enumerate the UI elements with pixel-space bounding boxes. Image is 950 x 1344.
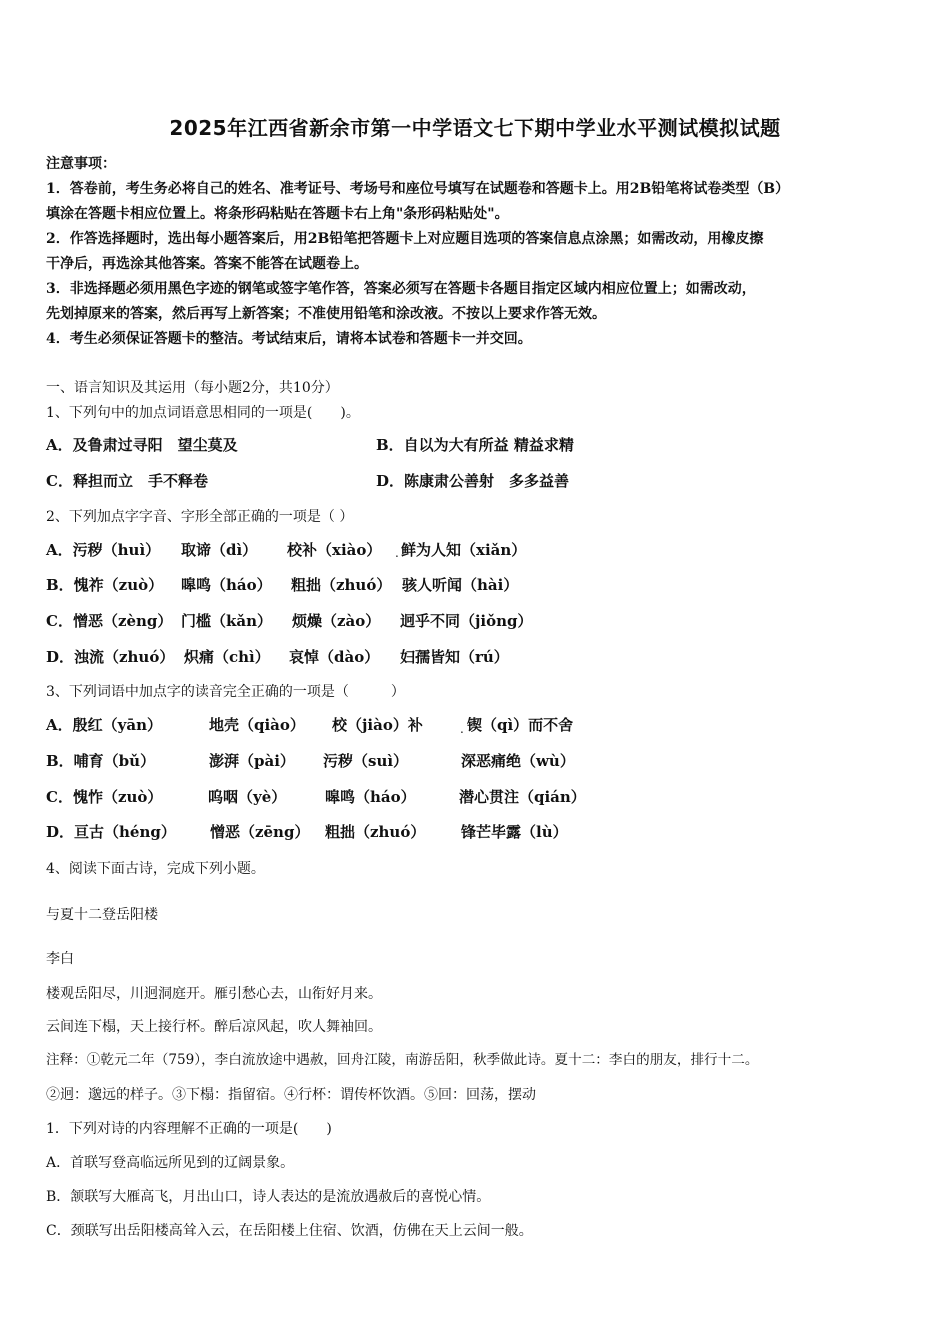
notice-line: 3．非选择题必须用黑色字迹的钢笔或签字笔作答，答案必须写在答题卡各题目指定区域内相应位置上；如需改动， (46, 281, 756, 297)
notice-line: 填涂在答题卡相应位置上。将条形码粘贴在答题卡右上角"条形码粘贴处"。 (46, 206, 509, 222)
notice-line: 1．答卷前，考生务必将自己的姓名、准考证号、考场号和座位号填写在试题卷和答题卡上。用2B铅笔将试卷类型（B） (46, 181, 790, 197)
poem-note: ②迥：邈远的样子。③下榻：指留宿。④行杯：谓传杯饮酒。⑤回：回荡，摆动 (46, 1087, 536, 1103)
q2-option-d-item: 妇孺皆知（rú） (400, 648, 509, 666)
notice-line: 4．考生必须保证答题卡的整洁。考试结束后，请将本试卷和答题卡一并交回。 (46, 331, 532, 347)
question-4-stem: 4、阅读下面古诗，完成下列小题。 (46, 861, 265, 877)
q3-option-a-item: A．殷红（yān） (46, 716, 162, 734)
q2-option-b-item: B．愧祚（zuò） (46, 576, 164, 594)
q2-option-a-item: A．污秽（huì） (46, 541, 161, 559)
q3-option-c-item: 嗥鸣（háo） (325, 788, 416, 806)
subquestion-1-option-b: B．颔联写大雁高飞，月出山口，诗人表达的是流放遇赦后的喜悦心情。 (46, 1189, 491, 1205)
question-2-stem: 2、下列加点字字音、字形全部正确的一项是（ ） (46, 509, 354, 525)
question-3-stem: 3、下列词语中加点字的读音完全正确的一项是（ ） (46, 684, 405, 700)
q2-option-d-item: D．浊流（zhuó） (46, 648, 175, 666)
q1-option-d: D．陈康肃公善射 多多益善 (376, 472, 570, 490)
q2-option-b-item: 嗥鸣（háo） (181, 576, 272, 594)
q2-option-c-item: C．憎恶（zèng） (46, 612, 173, 630)
q2-option-a-item: 鲜为人知（xiǎn） (401, 541, 527, 559)
section-heading: 一、语言知识及其运用（每小题2分，共10分） (46, 380, 339, 396)
q1-option-c: C．释担而立 手不释卷 (46, 472, 208, 490)
q1-option-b: B．自以为大有所益 精益求精 (376, 436, 574, 454)
q3-option-a-item: 地壳（qiào） (209, 716, 305, 734)
q3-option-d-item: 锋芒毕露（lù） (461, 823, 568, 841)
q3-option-d-item: D．亘古（héng） (46, 823, 176, 841)
q2-option-d-item: 哀悼（dào） (289, 648, 380, 666)
q3-option-c-item: C．愧怍（zuò） (46, 788, 163, 806)
q3-option-a-item: 锲（qì）而不舍 (467, 716, 574, 734)
q2-option-b-item: 骇人听闻（hài） (402, 576, 519, 594)
emphasis-dot: . (395, 546, 399, 560)
notice-heading: 注意事项： (46, 156, 116, 172)
notice-line: 2．作答选择题时，选出每小题答案后，用2B铅笔把答题卡上对应题目选项的答案信息点涂黑；如需改动，用橡皮擦 (46, 231, 764, 247)
question-1-stem: 1、下列句中的加点词语意思相同的一项是( )。 (46, 405, 360, 421)
poem-title: 与夏十二登岳阳楼 (46, 907, 158, 923)
q2-option-c-item: 烦燥（zào） (292, 612, 381, 630)
q2-option-a-item: 校补（xiào） (287, 541, 382, 559)
poem-line: 楼观岳阳尽，川迥洞庭开。雁引愁心去，山衔好月来。 (46, 986, 382, 1002)
q3-option-d-item: 憎恶（zēng） (210, 823, 310, 841)
q3-option-b-item: 澎湃（pài） (209, 752, 295, 770)
q3-option-b-item: B．哺育（bǔ） (46, 752, 156, 770)
q2-option-b-item: 粗拙（zhuó） (291, 576, 392, 594)
subquestion-1-option-c: C．颈联写出岳阳楼高耸入云，在岳阳楼上住宿、饮酒，仿佛在天上云间一般。 (46, 1223, 533, 1239)
notice-line: 干净后，再选涂其他答案。答案不能答在试题卷上。 (46, 256, 368, 272)
emphasis-dot: . (460, 722, 464, 736)
poem-line: 云间连下榻，天上接行杯。醉后凉风起，吹人舞袖回。 (46, 1019, 382, 1035)
poem-author: 李白 (46, 951, 74, 967)
q2-option-c-item: 迥乎不同（jiǒng） (400, 612, 533, 630)
q3-option-b-item: 深恶痛绝（wù） (461, 752, 575, 770)
subquestion-1-option-a: A．首联写登高临远所见到的辽阔景象。 (46, 1155, 295, 1171)
q3-option-c-item: 呜咽（yè） (208, 788, 287, 806)
q2-option-c-item: 门槛（kǎn） (181, 612, 273, 630)
q2-option-d-item: 炽痛（chì） (184, 648, 270, 666)
poem-note: 注释：①乾元二年（759），李白流放途中遇赦，回舟江陵，南游岳阳，秋季做此诗。夏十二：李白的朋友，排行十二。 (46, 1052, 759, 1068)
q1-option-a: A．及鲁肃过寻阳 望尘莫及 (46, 436, 238, 454)
subquestion-1-stem: 1．下列对诗的内容理解不正确的一项是( ) (46, 1121, 332, 1137)
exam-title: 2025年江西省新余市第一中学语文七下期中学业水平测试模拟试题 (169, 116, 781, 140)
q3-option-d-item: 粗拙（zhuó） (325, 823, 426, 841)
q3-option-a-item: 校（jiào）补 (332, 716, 423, 734)
q3-option-c-item: 潜心贯注（qián） (459, 788, 586, 806)
q3-option-b-item: 污秽（suì） (323, 752, 409, 770)
notice-line: 先划掉原来的答案，然后再写上新答案；不准使用铅笔和涂改液。不按以上要求作答无效。 (46, 306, 606, 322)
q2-option-a-item: 取谛（dì） (181, 541, 258, 559)
